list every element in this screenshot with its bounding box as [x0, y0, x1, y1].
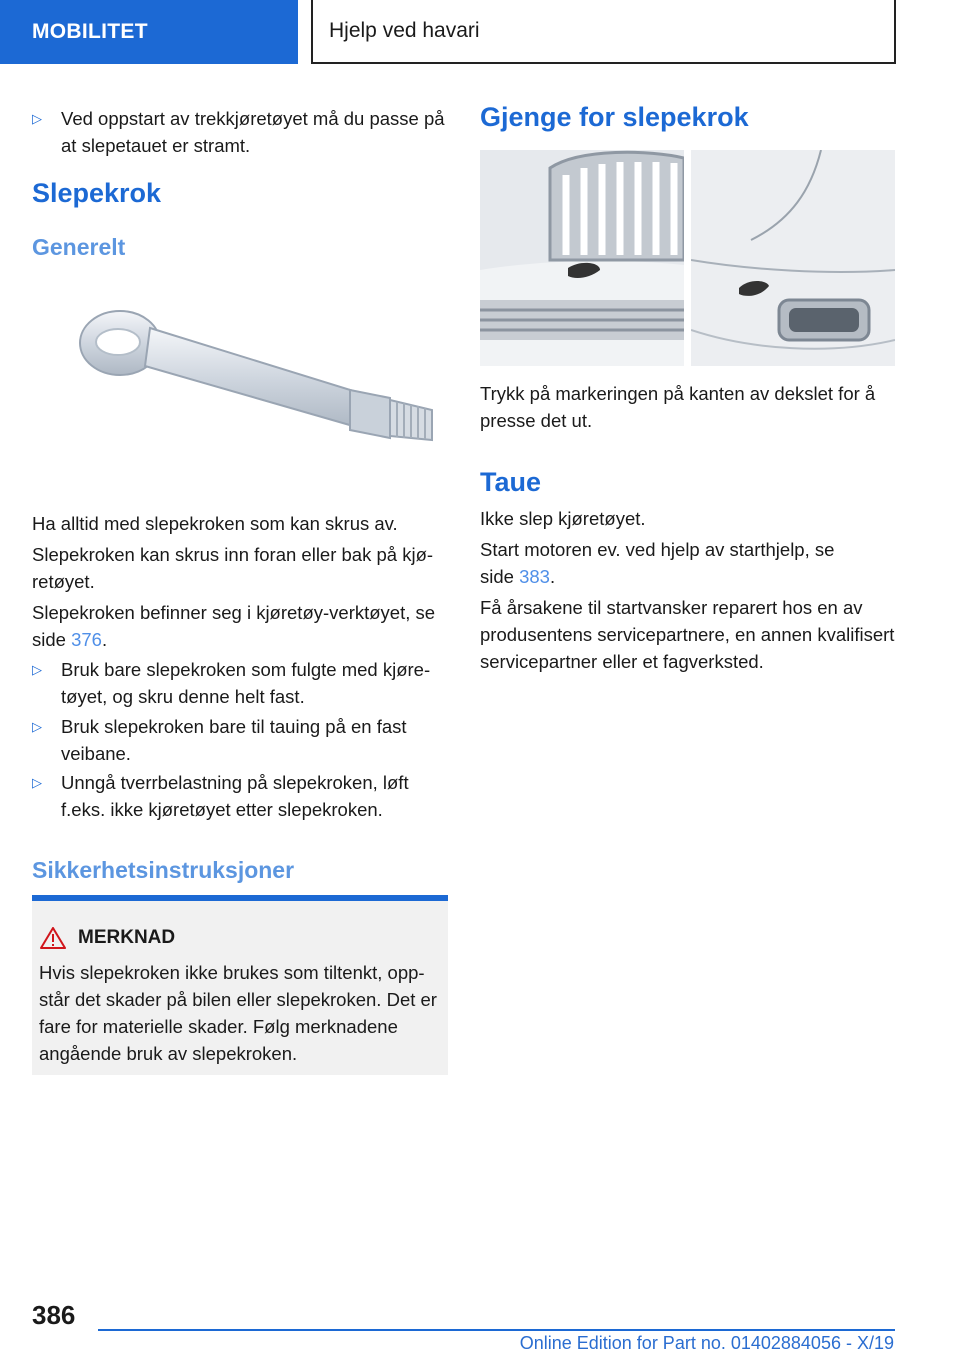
warning-triangle-icon: [40, 927, 66, 949]
triangle-right-icon: ▷: [32, 719, 42, 734]
chapter-header: [311, 0, 896, 64]
list-item: [32, 769, 448, 823]
list-item-text: Bruk slepekroken bare til tauing på en fast veibane.: [61, 716, 407, 764]
paragraph: Trykk på markeringen på kanten av dekslet for å presse det ut.: [480, 383, 876, 431]
paragraph-reference: [32, 599, 448, 653]
paragraph: Slepekroken kan skrus inn foran eller bak på kjøretøyet.: [32, 544, 434, 592]
page-link-383[interactable]: 383: [519, 566, 550, 587]
tow-hook-illustration: [60, 298, 450, 473]
triangle-right-icon: ▷: [32, 662, 42, 677]
notice-text: Hvis slepekroken ikke brukes som tiltenkt, oppstår det skader på bilen eller slepekroken. Det er fare for materielle skader. Følg merknadene angående bruk av slepekroken.: [39, 962, 437, 1064]
tow-hook-drawing: [60, 298, 450, 473]
notice-box: [32, 895, 448, 1075]
paragraph: Ikke slep kjøretøyet.: [480, 508, 646, 529]
paragraph-end: .: [101, 629, 108, 650]
list-item: [32, 105, 448, 159]
rear-bumper-drawing: [691, 150, 895, 366]
edition-footer: Online Edition for Part no. 01402884056 - X/19: [519, 1333, 894, 1353]
front-bumper-image: [480, 150, 684, 366]
chapter-title: Hjelp ved havari: [329, 19, 480, 42]
section-heading-slepekrok: Slepekrok: [32, 178, 162, 208]
triangle-right-icon: ▷: [32, 111, 42, 126]
paragraph-reference: [480, 536, 860, 590]
triangle-right-icon: ▷: [32, 775, 42, 790]
page-link-376[interactable]: 376: [71, 629, 102, 650]
subheading-safety: Sikkerhetsinstruksjoner: [32, 857, 295, 883]
section-heading-taue: Taue: [480, 467, 542, 497]
list-item-text: Bruk bare slepekroken som fulgte med kjøretøyet, og skru denne helt fast.: [61, 659, 431, 707]
list-item-text: Ved oppstart av trekkjøretøyet må du passe på at slepetauet er stramt.: [61, 108, 445, 156]
notice-label: MERKNAD: [78, 927, 176, 948]
paragraph-text: Start motoren ev. ved hjelp av starthjelp, se side: [480, 539, 835, 587]
paragraph: Ha alltid med slepekroken som kan skrus av.: [32, 513, 398, 534]
section-heading-gjenge: Gjenge for slepekrok: [480, 102, 749, 132]
paragraph-end: .: [549, 566, 556, 587]
subheading-generelt: Generelt: [32, 234, 126, 260]
notice-header: [40, 927, 175, 949]
list-item: [32, 713, 448, 767]
list-item-text: Unngå tverrbelastning på slepekroken, løft f.eks. ikke kjøretøyet etter slepekroken.: [61, 772, 409, 820]
page-number: 386: [32, 1300, 76, 1330]
front-bumper-drawing: [480, 150, 684, 366]
list-item: [32, 656, 448, 710]
section-title: MOBILITET: [32, 20, 148, 43]
rear-bumper-image: [691, 150, 895, 366]
section-tab: [0, 0, 298, 64]
footer-rule: [98, 1329, 895, 1331]
paragraph-text: Slepekroken befinner seg i kjøretøy-verktøyet, se side: [32, 602, 436, 650]
paragraph: Få årsakene til startvansker reparert hos en av produsentens servicepartnere, en annen kvalifisert servicepartner eller et fagverksted.: [480, 597, 895, 672]
